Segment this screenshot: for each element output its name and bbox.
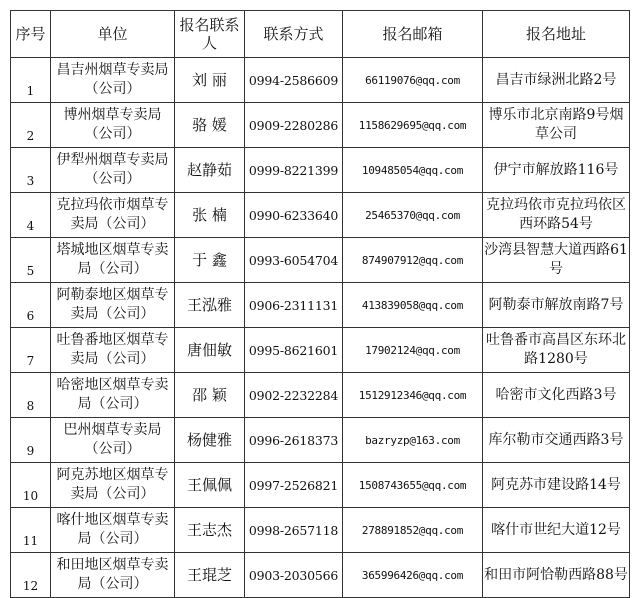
row-email: 278891852@qq.com — [343, 508, 483, 553]
row-address: 喀什市世纪大道12号 — [483, 508, 630, 553]
header-email: 报名邮箱 — [343, 11, 483, 58]
row-contact: 王佩佩 — [175, 463, 245, 508]
header-contact: 报名联系人 — [175, 11, 245, 58]
row-unit: 昌吉州烟草专卖局（公司） — [51, 58, 175, 103]
row-unit: 伊犁州烟草专卖局（公司） — [51, 148, 175, 193]
row-unit: 吐鲁番地区烟草专卖局（公司） — [51, 328, 175, 373]
table-row — [11, 553, 630, 598]
row-unit: 塔城地区烟草专卖局（公司） — [51, 238, 175, 283]
row-index: 4 — [11, 193, 51, 238]
contact-table-container — [10, 10, 630, 598]
row-email: 874907912@qq.com — [343, 238, 483, 283]
table-row — [11, 58, 630, 103]
row-index: 2 — [11, 103, 51, 148]
row-index: 5 — [11, 238, 51, 283]
row-contact: 刘 丽 — [175, 58, 245, 103]
row-contact: 杨健雅 — [175, 418, 245, 463]
row-contact: 唐佃敏 — [175, 328, 245, 373]
row-phone: 0999-8221399 — [245, 148, 343, 193]
table-row — [11, 193, 630, 238]
table-row — [11, 103, 630, 148]
row-phone: 0993-6054704 — [245, 238, 343, 283]
row-email: bazryzp@163.com — [343, 418, 483, 463]
row-unit: 阿克苏地区烟草专卖局（公司） — [51, 463, 175, 508]
header-unit: 单位 — [51, 11, 175, 58]
row-phone: 0906-2311131 — [245, 283, 343, 328]
row-address: 沙湾县智慧大道西路61号 — [483, 238, 630, 283]
header-address: 报名地址 — [483, 11, 630, 58]
table-row — [11, 373, 630, 418]
row-contact: 于 鑫 — [175, 238, 245, 283]
table-row — [11, 238, 630, 283]
row-email: 1158629695@qq.com — [343, 103, 483, 148]
table-row — [11, 328, 630, 373]
row-contact: 王泓雅 — [175, 283, 245, 328]
row-email: 17902124@qq.com — [343, 328, 483, 373]
row-email: 413839058@qq.com — [343, 283, 483, 328]
row-contact: 张 楠 — [175, 193, 245, 238]
row-phone: 0998-2657118 — [245, 508, 343, 553]
row-index: 7 — [11, 328, 51, 373]
row-contact: 王琨芝 — [175, 553, 245, 598]
row-phone: 0903-2030566 — [245, 553, 343, 598]
row-email: 365996426@qq.com — [343, 553, 483, 598]
row-address: 阿勒泰市解放南路7号 — [483, 283, 630, 328]
row-phone: 0996-2618373 — [245, 418, 343, 463]
row-contact: 赵静茹 — [175, 148, 245, 193]
row-contact: 骆 媛 — [175, 103, 245, 148]
header-phone: 联系方式 — [245, 11, 343, 58]
row-contact: 王志杰 — [175, 508, 245, 553]
row-index: 9 — [11, 418, 51, 463]
table-row — [11, 283, 630, 328]
row-address: 阿克苏市建设路14号 — [483, 463, 630, 508]
header-index: 序号 — [11, 11, 51, 58]
row-email: 1508743655@qq.com — [343, 463, 483, 508]
row-unit: 哈密地区烟草专卖局（公司） — [51, 373, 175, 418]
row-index: 1 — [11, 58, 51, 103]
row-index: 12 — [11, 553, 51, 598]
table-row — [11, 508, 630, 553]
row-phone: 0902-2232284 — [245, 373, 343, 418]
row-address: 克拉玛依市克拉玛依区西环路54号 — [483, 193, 630, 238]
row-index: 6 — [11, 283, 51, 328]
row-unit: 阿勒泰地区烟草专卖局（公司） — [51, 283, 175, 328]
row-address: 吐鲁番市高昌区东环北路1280号 — [483, 328, 630, 373]
row-address: 博乐市北京南路9号烟草公司 — [483, 103, 630, 148]
row-email: 109485054@qq.com — [343, 148, 483, 193]
row-unit: 博州烟草专卖局（公司） — [51, 103, 175, 148]
row-index: 11 — [11, 508, 51, 553]
row-unit: 巴州烟草专卖局（公司） — [51, 418, 175, 463]
table-row — [11, 148, 630, 193]
registration-contact-table — [10, 10, 630, 598]
row-contact: 邵 颖 — [175, 373, 245, 418]
table-row — [11, 418, 630, 463]
row-unit: 和田地区烟草专卖局（公司） — [51, 553, 175, 598]
row-phone: 0997-2526821 — [245, 463, 343, 508]
row-email: 66119076@qq.com — [343, 58, 483, 103]
table-row — [11, 463, 630, 508]
row-unit: 克拉玛依市烟草专卖局（公司） — [51, 193, 175, 238]
row-address: 昌吉市绿洲北路2号 — [483, 58, 630, 103]
row-index: 8 — [11, 373, 51, 418]
row-index: 10 — [11, 463, 51, 508]
row-email: 1512912346@qq.com — [343, 373, 483, 418]
row-address: 库尔勒市交通西路3号 — [483, 418, 630, 463]
row-address: 哈密市文化西路3号 — [483, 373, 630, 418]
row-address: 伊宁市解放路116号 — [483, 148, 630, 193]
row-phone: 0995-8621601 — [245, 328, 343, 373]
table-header-row — [11, 11, 630, 58]
row-index: 3 — [11, 148, 51, 193]
row-phone: 0909-2280286 — [245, 103, 343, 148]
row-phone: 0994-2586609 — [245, 58, 343, 103]
row-phone: 0990-6233640 — [245, 193, 343, 238]
row-unit: 喀什地区烟草专卖局（公司） — [51, 508, 175, 553]
row-address: 和田市阿恰勒西路88号 — [483, 553, 630, 598]
row-email: 25465370@qq.com — [343, 193, 483, 238]
